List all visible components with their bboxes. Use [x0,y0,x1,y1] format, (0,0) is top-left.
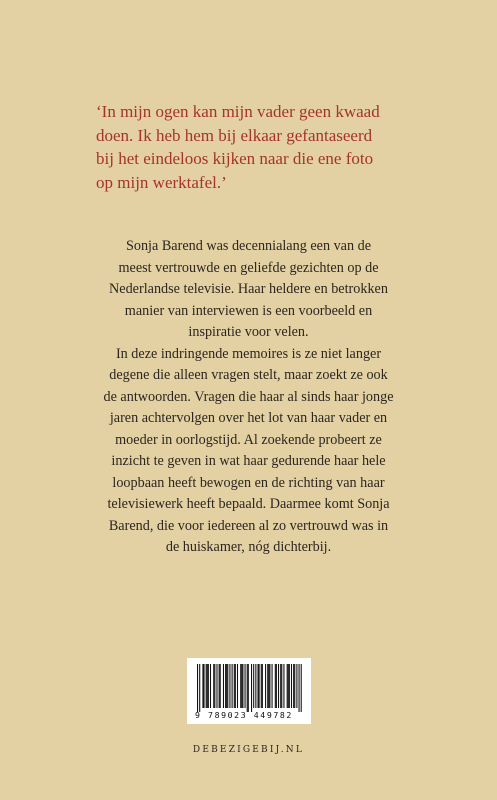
barcode-bar [293,664,294,708]
barcode-bar [265,664,266,708]
blurb-line: televisiewerk heeft bepaald. Daarmee komt Sonja [107,496,390,512]
barcode-bar [278,664,279,708]
quote-line: ‘In mijn ogen kan mijn vader geen kwaad [96,102,380,121]
isbn-barcode [187,658,311,724]
barcode-bar [267,664,268,708]
barcode-bar [207,664,208,708]
quote-line: doen. Ik heb hem bij elkaar gefantaseerd [96,125,373,145]
barcode-bar [227,664,228,708]
blurb-line: jaren achtervolgen over het lot van haar vader en [109,410,388,426]
barcode-bar [247,664,248,712]
barcode-bar [220,664,221,708]
blurb-line: moeder in oorlogstijd. Al zoekende probeert ze [115,431,382,448]
barcode-digits: 9 789023 449782 [195,710,293,720]
barcode-bar [237,664,238,708]
blurb-line: Nederlandse televisie. Haar heldere en betrokken [109,281,388,297]
barcode-bar [268,664,269,708]
blurb-line: degene die alleen vragen stelt, maar zoekt ze ook [109,367,388,383]
barcode-bar [301,664,302,712]
barcode-bar [257,664,258,708]
barcode-bar [289,664,290,708]
barcode-bar [253,664,254,708]
barcode-bar [288,664,289,708]
barcode-bar [281,664,282,708]
blurb-line: In deze indringende memoires is ze niet langer [115,345,382,362]
barcode-bar [248,664,249,712]
barcode-bar [241,664,242,708]
barcode-bar [226,664,227,708]
barcode-bar [275,664,276,708]
barcode-bar [294,664,295,708]
barcode-bar [291,664,292,708]
blurb-text [0,236,497,559]
quote-line: op mijn werktafel.’ [96,172,227,192]
barcode-bar [242,664,243,708]
barcode-bar [199,664,200,712]
barcode-bar [216,664,217,708]
blurb-line: de huiskamer, nóg dichterbij. [165,539,332,555]
blurb-line: Barend, die voor iedereen al zo vertrouwd was in [108,517,389,534]
barcode-bar [251,664,252,712]
barcode-bar [206,664,207,708]
barcode-bar [287,664,288,708]
blurb-line: inzicht te geven in wat haar gedurende haar hele [111,453,386,469]
barcode-bar [245,664,246,708]
blurb-line: Sonja Barend was decennialang een van de [125,238,372,254]
barcode-bar [229,664,230,708]
barcode-bar [234,664,235,708]
blurb-line: meest vertrouwde en geliefde gezichten op de [118,259,379,276]
barcode-bar [259,664,260,708]
barcode-bar [235,664,236,708]
barcode-bar [219,664,220,708]
barcode-bar [202,664,203,708]
barcode-bar [210,664,211,708]
barcode-bar [276,664,277,708]
barcode-bar [232,664,233,708]
barcode-bar [223,664,224,708]
barcode-bar [203,664,204,708]
barcode-bar [255,664,256,708]
barcode-bar [262,664,263,708]
pull-quote [96,100,476,194]
blurb-line: de antwoorden. Vragen die haar al sinds haar jonge [103,388,394,405]
publisher-website: DEBEZIGEBIJ.NL [192,745,305,755]
quote-line: bij het eindeloos kijken naar die ene foto [96,149,374,168]
barcode-bar [225,664,226,708]
barcode-bar [240,664,241,708]
barcode-bar [214,664,215,708]
barcode-bar [261,664,262,708]
barcode-bar [296,664,297,708]
barcode-bar [280,664,281,708]
barcode-bar [208,664,209,708]
blurb-line: inspiratie voor velen. [188,324,309,340]
barcode-bar [283,664,284,708]
blurb-line: loopbaan heeft bewogen en de richting van haar [112,474,385,491]
barcode-bar [213,664,214,708]
blurb-line: manier van interviewen is een voorbeeld en [124,302,373,319]
barcode-bar [299,664,300,712]
barcode-bar [272,664,273,708]
barcode-bar [197,664,198,712]
barcode-bar [269,664,270,708]
